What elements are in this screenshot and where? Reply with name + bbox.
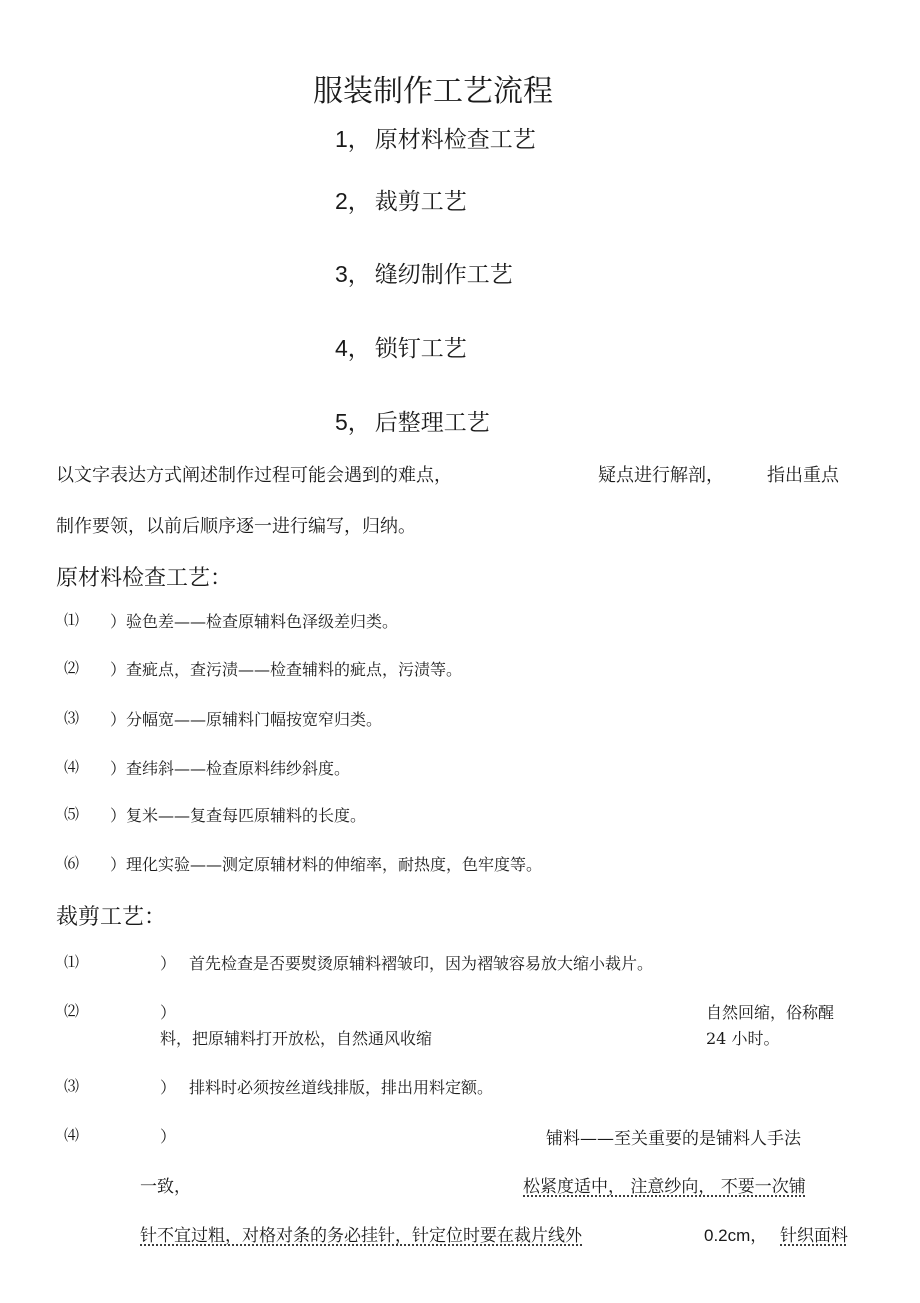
item-marker: ⑶ [64, 709, 80, 727]
item-text-line: 针不宜过粗，对格对条的务必挂针，针定位时要在裁片线外 [140, 1226, 582, 1246]
item-marker: ⑵ [64, 659, 80, 677]
item-paren: ） [160, 1127, 177, 1146]
item-text-line: 针织面料 [780, 1226, 848, 1246]
intro-line-1a: 以文字表达方式阐述制作过程可能会遇到的难点， [56, 465, 452, 486]
item-marker: ⑹ [64, 854, 80, 872]
item-marker: ⑸ [64, 805, 80, 823]
item-paren: ） [160, 954, 177, 973]
page-title: 服装制作工艺流程 [313, 74, 553, 109]
toc-item: 3， 缝纫制作工艺 [335, 261, 513, 288]
list-item: ）分幅宽——原辅料门幅按宽窄归类。 [110, 710, 383, 729]
section-heading-materials: 原材料检查工艺： [56, 566, 233, 591]
intro-line-1c: 指出重点 [767, 465, 839, 486]
item-marker: ⑴ [64, 953, 80, 971]
item-paren: ） [160, 1078, 177, 1097]
item-marker: ⑷ [64, 1126, 80, 1144]
list-item: ）复米——复查每匹原辅料的长度。 [110, 806, 367, 825]
section-heading-cutting: 裁剪工艺： [56, 905, 167, 930]
item-text-right: 自然回缩，俗称醒 [706, 1003, 835, 1022]
item-marker: ⑶ [64, 1077, 80, 1095]
intro-line-1b: 疑点进行解剖， [598, 465, 724, 486]
list-item: ）理化实验——测定原辅材料的伸缩率，耐热度，色牢度等。 [110, 855, 543, 874]
list-item: ）查疵点，查污渍——检查辅料的疵点，污渍等。 [110, 660, 463, 679]
list-item: 首先检查是否要熨烫原辅料褶皱印，因为褶皱容易放大缩小裁片。 [189, 954, 654, 973]
item-text-left: 料，把原辅料打开放松，自然通风收缩 [160, 1029, 433, 1048]
list-item: 排料时必须按丝道线排版，排出用料定额。 [189, 1078, 494, 1097]
item-text-right: 铺料——至关重要的是铺料人手法 [546, 1129, 801, 1149]
list-item: ）验色差——检查原辅料色泽级差归类。 [110, 612, 399, 631]
toc-item: 1， 原材料检查工艺 [335, 126, 536, 153]
toc-item: 5， 后整理工艺 [335, 409, 490, 436]
toc-item: 4， 锁钉工艺 [335, 335, 467, 362]
item-marker: ⑷ [64, 758, 80, 776]
intro-line-2: 制作要领，以前后顺序逐一进行编写，归纳。 [56, 516, 416, 537]
toc-item: 2， 裁剪工艺 [335, 188, 467, 215]
item-paren: ） [160, 1003, 177, 1022]
list-item: ）查纬斜——检查原料纬纱斜度。 [110, 759, 351, 778]
item-text-right: 松紧度适中， 注意纱向， 不要一次铺 [523, 1177, 806, 1197]
item-marker: ⑵ [64, 1002, 80, 1020]
item-marker: ⑴ [64, 611, 80, 629]
item-text-right: 24 小时。 [706, 1029, 780, 1048]
measurement-value: 0.2cm， [704, 1226, 768, 1245]
item-text-left: 一致， [140, 1177, 191, 1197]
